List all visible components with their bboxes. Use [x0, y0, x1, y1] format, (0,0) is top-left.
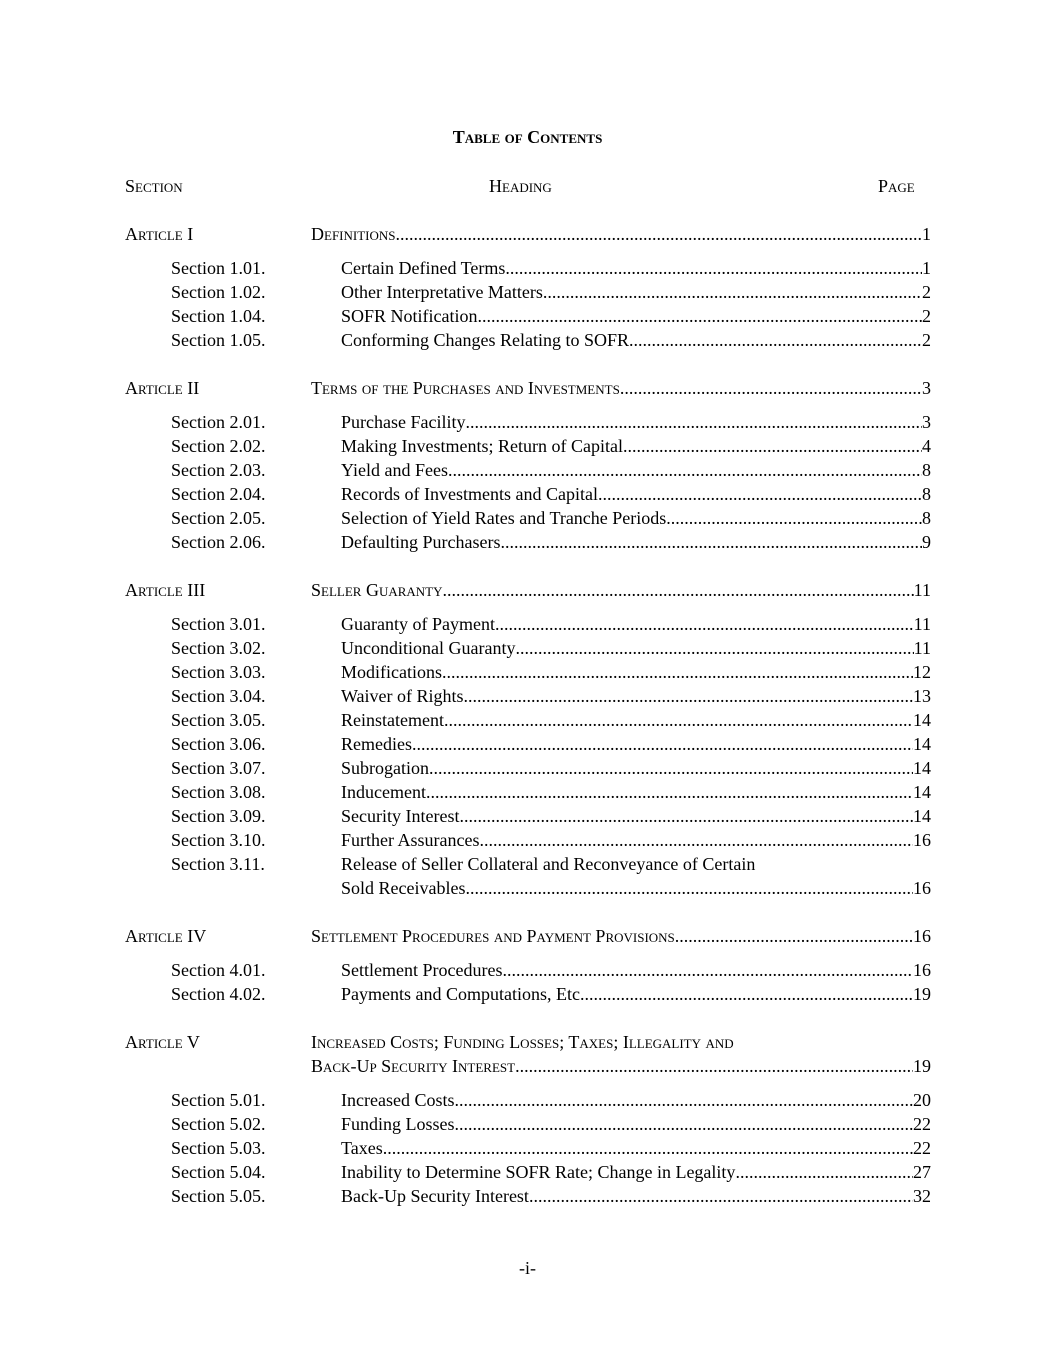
section-line [341, 304, 931, 328]
toc-section [0, 708, 1055, 732]
dot-leader [443, 578, 914, 602]
toc-section [0, 828, 1055, 852]
section-title: Waiver of Rights [341, 686, 464, 706]
section-line [341, 530, 931, 554]
toc-section [0, 756, 1055, 780]
section-line [341, 256, 931, 280]
section-title: SOFR Notification [341, 306, 478, 326]
section-title: Security Interest [341, 806, 460, 826]
section-page: 8 [922, 460, 931, 480]
toc-section [0, 1160, 1055, 1184]
article-heading-line [311, 376, 931, 400]
section-title: Unconditional Guaranty [341, 638, 516, 658]
dot-leader [502, 958, 913, 982]
section-page: 12 [913, 662, 931, 682]
section-page: 14 [913, 806, 931, 826]
section-number: Section 5.03. [171, 1138, 266, 1158]
toc-section [0, 530, 1055, 554]
section-line [341, 660, 931, 684]
section-number: Section 5.02. [171, 1114, 266, 1134]
toc-section [0, 410, 1055, 434]
dot-leader [515, 1054, 913, 1078]
section-number: Section 2.04. [171, 484, 266, 504]
section-page: 16 [913, 960, 931, 980]
section-page: 2 [922, 330, 931, 350]
section-number: Section 2.02. [171, 436, 266, 456]
section-number: Section 3.10. [171, 830, 266, 850]
article-heading: Settlement Procedures and Payment Provisions [311, 926, 675, 946]
section-number: Section 2.03. [171, 460, 266, 480]
section-line [341, 1112, 931, 1136]
article-label: Article V [125, 1032, 200, 1052]
section-line [341, 458, 931, 482]
section-number: Section 3.06. [171, 734, 266, 754]
column-header-section: Section [125, 176, 183, 196]
section-number: Section 1.04. [171, 306, 266, 326]
dot-leader [629, 328, 922, 352]
article-page: 3 [922, 378, 931, 398]
article-heading-first-line: Increased Costs; Funding Losses; Taxes; Illegality and [311, 1032, 734, 1052]
section-page: 19 [913, 984, 931, 1004]
toc-article [0, 924, 1055, 948]
dot-leader [444, 708, 913, 732]
article-page: 16 [913, 926, 931, 946]
section-title: Other Interpretative Matters [341, 282, 543, 302]
toc-section [0, 612, 1055, 636]
section-page: 2 [922, 282, 931, 302]
section-number: Section 2.01. [171, 412, 266, 432]
section-page: 1 [922, 258, 931, 278]
toc-article [0, 578, 1055, 602]
section-title-first-line: Release of Seller Collateral and Reconveyance of Certain [341, 854, 756, 874]
section-page: 22 [913, 1138, 931, 1158]
section-page: 16 [913, 830, 931, 850]
dot-leader [465, 876, 913, 900]
section-title: Defaulting Purchasers [341, 532, 501, 552]
dot-leader [515, 636, 913, 660]
dot-leader [543, 280, 922, 304]
section-number: Section 3.09. [171, 806, 266, 826]
article-heading: Back-Up Security Interest [311, 1056, 516, 1076]
toc-section [0, 1112, 1055, 1136]
section-line [341, 1184, 931, 1208]
toc-body [0, 222, 1055, 1208]
section-line [341, 434, 931, 458]
dot-leader [396, 222, 923, 246]
section-page: 9 [922, 532, 931, 552]
article-heading-line [311, 1054, 931, 1078]
article-page: 19 [913, 1056, 931, 1076]
dot-leader [505, 256, 922, 280]
toc-section [0, 482, 1055, 506]
section-number: Section 5.05. [171, 1186, 266, 1206]
section-title: Further Assurances [341, 830, 480, 850]
toc-article [0, 222, 1055, 246]
section-title: Taxes [341, 1138, 383, 1158]
section-page: 14 [913, 758, 931, 778]
toc-section [0, 636, 1055, 660]
section-line [341, 1136, 931, 1160]
dot-leader [464, 684, 913, 708]
dot-leader [598, 482, 922, 506]
section-page: 3 [922, 412, 931, 432]
article-page: 1 [922, 224, 931, 244]
article-label: Article IV [125, 926, 207, 946]
section-title: Increased Costs [341, 1090, 455, 1110]
toc-section [0, 280, 1055, 304]
article-label: Article II [125, 378, 200, 398]
dot-leader [455, 1112, 913, 1136]
section-number: Section 3.07. [171, 758, 266, 778]
toc-section [0, 256, 1055, 280]
section-number: Section 3.03. [171, 662, 266, 682]
section-number: Section 3.05. [171, 710, 266, 730]
toc-section [0, 1136, 1055, 1160]
section-title: Conforming Changes Relating to SOFR [341, 330, 629, 350]
toc-section [0, 434, 1055, 458]
toc-section [0, 732, 1055, 756]
dot-leader [666, 506, 922, 530]
page-number-footer: -i- [519, 1258, 536, 1278]
section-title: Inducement [341, 782, 426, 802]
column-header-heading: Heading [489, 176, 552, 196]
section-page: 14 [913, 734, 931, 754]
section-line [341, 958, 931, 982]
dot-leader [454, 1088, 913, 1112]
dot-leader [426, 780, 913, 804]
section-title: Subrogation [341, 758, 429, 778]
column-header-page: Page [878, 176, 915, 196]
toc-section [0, 304, 1055, 328]
section-number: Section 2.06. [171, 532, 266, 552]
section-line [341, 708, 931, 732]
article-heading-line [311, 924, 931, 948]
section-title: Selection of Yield Rates and Tranche Periods [341, 508, 667, 528]
article-heading: Terms of the Purchases and Investments [311, 378, 620, 398]
toc-section [0, 506, 1055, 530]
section-page: 20 [913, 1090, 931, 1110]
section-number: Section 3.02. [171, 638, 266, 658]
section-line [341, 876, 931, 900]
section-line [341, 280, 931, 304]
dot-leader [459, 804, 913, 828]
dot-leader [495, 612, 914, 636]
toc-section [0, 1088, 1055, 1112]
toc-section [0, 684, 1055, 708]
toc-section [0, 804, 1055, 828]
toc-section [0, 1184, 1055, 1208]
section-title: Purchase Facility [341, 412, 466, 432]
section-page: 11 [913, 614, 931, 634]
article-heading: Seller Guaranty [311, 580, 443, 600]
section-title: Payments and Computations, Etc [341, 984, 580, 1004]
toc-section [0, 982, 1055, 1006]
section-title: Remedies [341, 734, 412, 754]
toc-section [0, 958, 1055, 982]
section-title: Settlement Procedures [341, 960, 503, 980]
dot-leader [623, 434, 922, 458]
dot-leader [383, 1136, 913, 1160]
dot-leader [500, 530, 922, 554]
section-page: 4 [922, 436, 931, 456]
section-line [341, 780, 931, 804]
dot-leader [412, 732, 913, 756]
section-title: Records of Investments and Capital [341, 484, 598, 504]
section-title: Yield and Fees [341, 460, 448, 480]
section-page: 16 [913, 878, 931, 898]
section-number: Section 3.08. [171, 782, 266, 802]
article-heading: Definitions [311, 224, 396, 244]
section-page: 22 [913, 1114, 931, 1134]
section-line [341, 804, 931, 828]
section-line [341, 982, 931, 1006]
article-label: Article III [125, 580, 206, 600]
section-title: Making Investments; Return of Capital [341, 436, 623, 456]
section-line [341, 410, 931, 434]
section-number: Section 2.05. [171, 508, 266, 528]
section-number: Section 3.01. [171, 614, 266, 634]
section-number: Section 4.01. [171, 960, 266, 980]
dot-leader [448, 458, 922, 482]
section-line [341, 732, 931, 756]
section-line [341, 612, 931, 636]
section-page: 11 [913, 638, 931, 658]
toc-article [0, 376, 1055, 400]
section-number: Section 3.04. [171, 686, 266, 706]
toc-title: Table of Contents [452, 127, 603, 147]
toc-section [0, 660, 1055, 684]
section-title: Funding Losses [341, 1114, 455, 1134]
section-number: Section 5.01. [171, 1090, 266, 1110]
section-title: Inability to Determine SOFR Rate; Change in Legality [341, 1162, 736, 1182]
toc-section [0, 780, 1055, 804]
section-line [341, 636, 931, 660]
dot-leader [479, 828, 913, 852]
toc-section [0, 852, 1055, 900]
dot-leader [429, 756, 913, 780]
section-title: Modifications [341, 662, 442, 682]
toc-article [0, 1030, 1055, 1078]
dot-leader [442, 660, 913, 684]
section-number: Section 3.11. [171, 854, 265, 874]
section-title: Sold Receivables [341, 878, 466, 898]
article-heading-line [311, 578, 931, 602]
section-title: Reinstatement [341, 710, 444, 730]
dot-leader [529, 1184, 913, 1208]
section-page: 8 [922, 484, 931, 504]
toc-section [0, 328, 1055, 352]
section-page: 32 [913, 1186, 931, 1206]
section-page: 13 [913, 686, 931, 706]
dot-leader [620, 376, 922, 400]
dot-leader [735, 1160, 913, 1184]
section-line [341, 482, 931, 506]
section-page: 14 [913, 782, 931, 802]
section-line [341, 506, 931, 530]
section-line [341, 328, 931, 352]
section-number: Section 5.04. [171, 1162, 266, 1182]
article-page: 11 [913, 580, 931, 600]
section-title: Back-Up Security Interest [341, 1186, 529, 1206]
section-page: 8 [922, 508, 931, 528]
dot-leader [580, 982, 913, 1006]
dot-leader [675, 924, 913, 948]
section-page: 27 [913, 1162, 931, 1182]
section-page: 14 [913, 710, 931, 730]
section-number: Section 1.05. [171, 330, 266, 350]
section-line [341, 1088, 931, 1112]
section-number: Section 1.01. [171, 258, 266, 278]
section-title: Guaranty of Payment [341, 614, 495, 634]
section-page: 2 [922, 306, 931, 326]
section-line [341, 1160, 931, 1184]
section-line [341, 684, 931, 708]
section-line [341, 756, 931, 780]
dot-leader [478, 304, 922, 328]
section-title: Certain Defined Terms [341, 258, 506, 278]
dot-leader [465, 410, 922, 434]
section-number: Section 1.02. [171, 282, 266, 302]
section-line [341, 828, 931, 852]
section-number: Section 4.02. [171, 984, 266, 1004]
article-label: Article I [125, 224, 194, 244]
article-heading-line [311, 222, 931, 246]
toc-section [0, 458, 1055, 482]
